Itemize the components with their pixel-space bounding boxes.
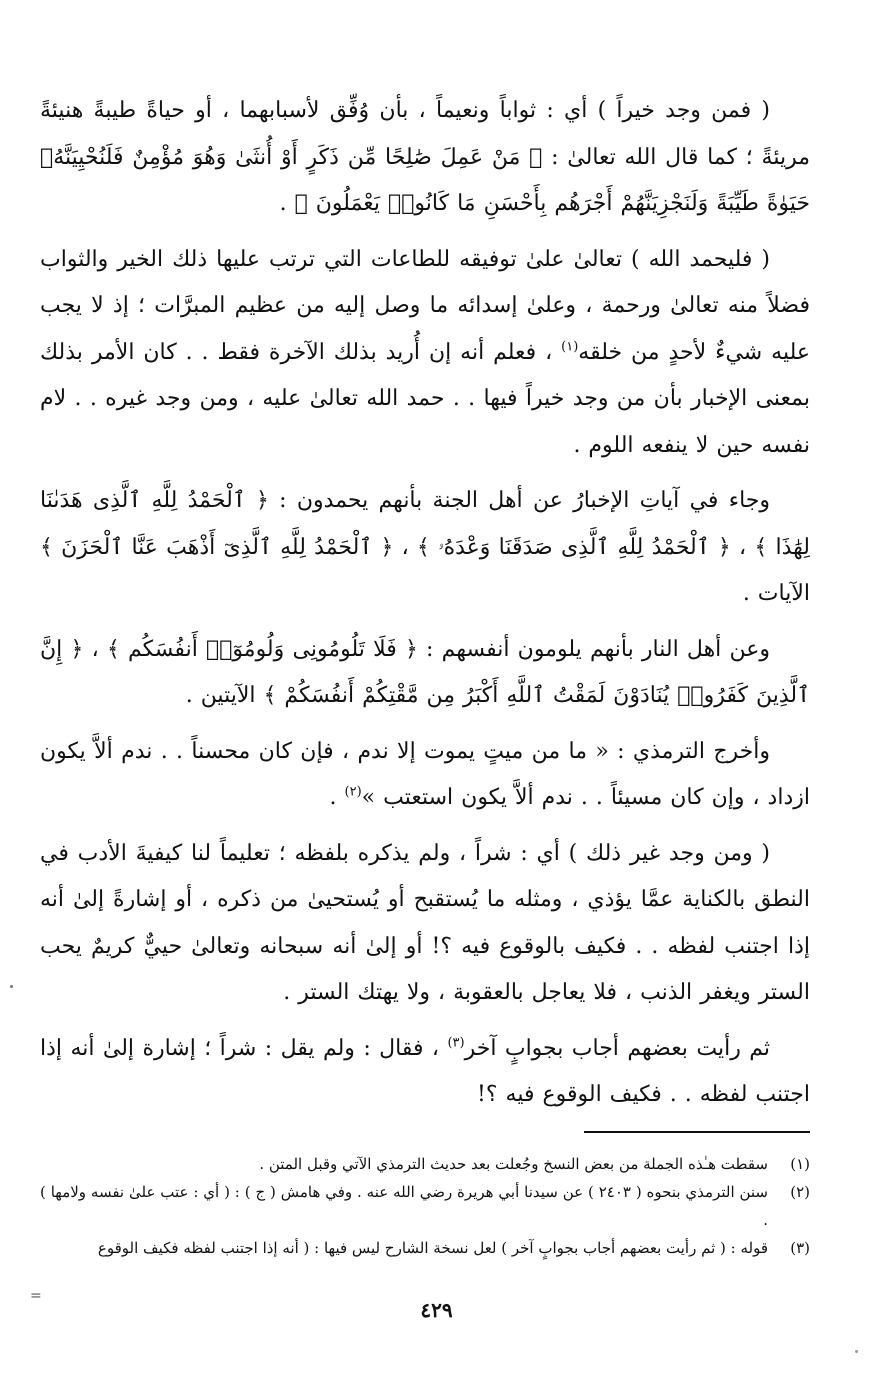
continuation-mark: = <box>30 1288 42 1304</box>
footnote-number: (١) <box>790 1155 810 1173</box>
footnote-separator <box>584 1131 810 1133</box>
footnote-text: قوله : ( ثم رأيت بعضهم أجاب بجوابٍ آخر ) لعل نسخة الشارح ليس فيها : ( أنه إذا اجتنب لفظه فكيف الوقوع <box>97 1239 768 1257</box>
paragraph-3-text: وجاء في آياتِ الإخبارُ عن أهل الجنة بأنهم يحمدون : ﴿ ٱلْحَمْدُ لِلَّهِ ٱلَّذِى هَدَىٰنَا لِهَٰذَا ﴾ ، ﴿ ٱلْحَمْدُ لِلَّهِ ٱلَّذِى صَدَقَنَا وَعْدَهُۥ ﴾ ، ﴿ ٱلْحَمْدُ لِلَّهِ ٱلَّذِىٓ أَذْهَبَ عَنَّا ٱلْحَزَنَ ﴾ الآيات . <box>40 488 810 606</box>
paragraph-1-text: ( فمن وجد خيراً ) أي : ثواباً ونعيماً ، بأن وُفِّق لأسبابهما ، أو حياةً طيبةً هنيئةً مريئةً ؛ كما قال الله تعالىٰ : ﴿ مَنْ عَمِلَ صَٰلِحًا مِّن ذَكَرٍ أَوْ أُنثَىٰ وَهُوَ مُؤْمِنٌ فَلَنُحْيِيَنَّهُۥ حَيَوٰةً طَيِّبَةً وَلَنَجْزِيَنَّهُمْ أَجْرَهُم بِأَحْسَنِ مَا كَانُوا۟ يَعْمَلُونَ ﴾ . <box>40 98 810 216</box>
footnote-text: سقطت هـٰذه الجملة من بعض النسخ وجُعلت بعد حديث الترمذي الآتي وقبل المتن . <box>259 1155 768 1173</box>
scan-speck <box>10 985 13 988</box>
footnote-ref-2: (٢) <box>344 784 362 800</box>
paragraph-5-tail: . <box>329 785 337 810</box>
paragraph-5-text: وأخرج الترمذي : « ما من ميتٍ يموت إلا ندم ، فإن كان محسناً . . ندم ألاَّ يكون ازداد ، وإن كان مسيئاً . . ندم ألاَّ يكون استعتب » <box>40 738 810 810</box>
paragraph-6 <box>40 831 810 1017</box>
paragraph-7-tail: ، فقال : ولم يقل : شراً ؛ إشارة إلىٰ أنه إذا اجتنب لفظه . . فكيف الوقوع فيه ؟! <box>40 1035 810 1107</box>
paragraph-7-text: ثم رأيت بعضهم أجاب بجوابٍ آخر <box>464 1035 770 1061</box>
footnote-1 <box>40 1150 810 1178</box>
paragraph-4 <box>40 627 810 720</box>
paragraph-2-text: ( فليحمد الله ) تعالىٰ علىٰ توفيقه للطاعات التي ترتب عليها ذلك الخير والثواب فضلاً منه تعالىٰ ورحمة ، وعلىٰ إسدائه ما وصل إليه من عظيم المبرَّات ؛ إذ لا يجب عليه شيءٌ لأحدٍ من خلقه <box>40 246 810 365</box>
paragraph-5 <box>40 729 810 822</box>
paragraph-3 <box>40 478 810 618</box>
main-text <box>40 88 810 1119</box>
footnote-ref-1: (١) <box>561 339 579 355</box>
paragraph-2-tail: ، فعلم أنه إن أُريد بذلك الآخرة فقط . . كان الأمر بذلك بمعنى الإخبار بأن من وجد خيراً فيها . . حمد الله تعالىٰ عليه ، ومن وجد غيره . . لام نفسه حين لا ينفعه اللوم . <box>40 339 810 458</box>
footnote-3 <box>40 1234 810 1262</box>
footnote-ref-3: (٣) <box>447 1035 465 1051</box>
footnotes <box>40 1150 810 1262</box>
paragraph-1 <box>40 88 810 228</box>
paragraph-4-text: وعن أهل النار بأنهم يلومون أنفسهم : ﴿ فَلَا تَلُومُونِى وَلُومُوٓا۟ أَنفُسَكُم ﴾ ، ﴿ إِنَّ ٱلَّذِينَ كَفَرُوا۟ يُنَادَوْنَ لَمَقْتُ ٱللَّهِ أَكْبَرُ مِن مَّقْتِكُمْ أَنفُسَكُمْ ﴾ الآيتين . <box>40 636 810 708</box>
page-number: ٤٢٩ <box>420 1298 453 1322</box>
paragraph-2 <box>40 237 810 470</box>
footnote-number: (٢) <box>790 1183 810 1201</box>
footnote-text: سنن الترمذي بنحوه ( ٢٤٠٣ ) عن سيدنا أبي هريرة رضي الله عنه . وفي هامش ( ج ) : ( أي : عتب علىٰ نفسه ولامها ) . <box>40 1183 768 1229</box>
paragraph-6-text: ( ومن وجد غير ذلك ) أي : شراً ، ولم يذكره بلفظه ؛ تعليماً لنا كيفيةَ الأدب في النطق بالكناية عمَّا يؤذي ، ومثله ما يُستقبح أو يُستحيىٰ من ذكره ، أو إشارةً إلىٰ أنه إذا اجتنب لفظه . . فكيف بالوقوع فيه ؟! أو إلىٰ أنه سبحانه وتعالىٰ حييٌّ كريمٌ يحب الستر ويغفر الذنب ، فلا يعاجل بالعقوبة ، ولا يهتك الستر . <box>40 840 810 1005</box>
footnote-number: (٣) <box>790 1239 810 1257</box>
paragraph-7 <box>40 1026 810 1119</box>
footnote-2 <box>40 1178 810 1234</box>
scan-speck <box>855 1350 858 1353</box>
